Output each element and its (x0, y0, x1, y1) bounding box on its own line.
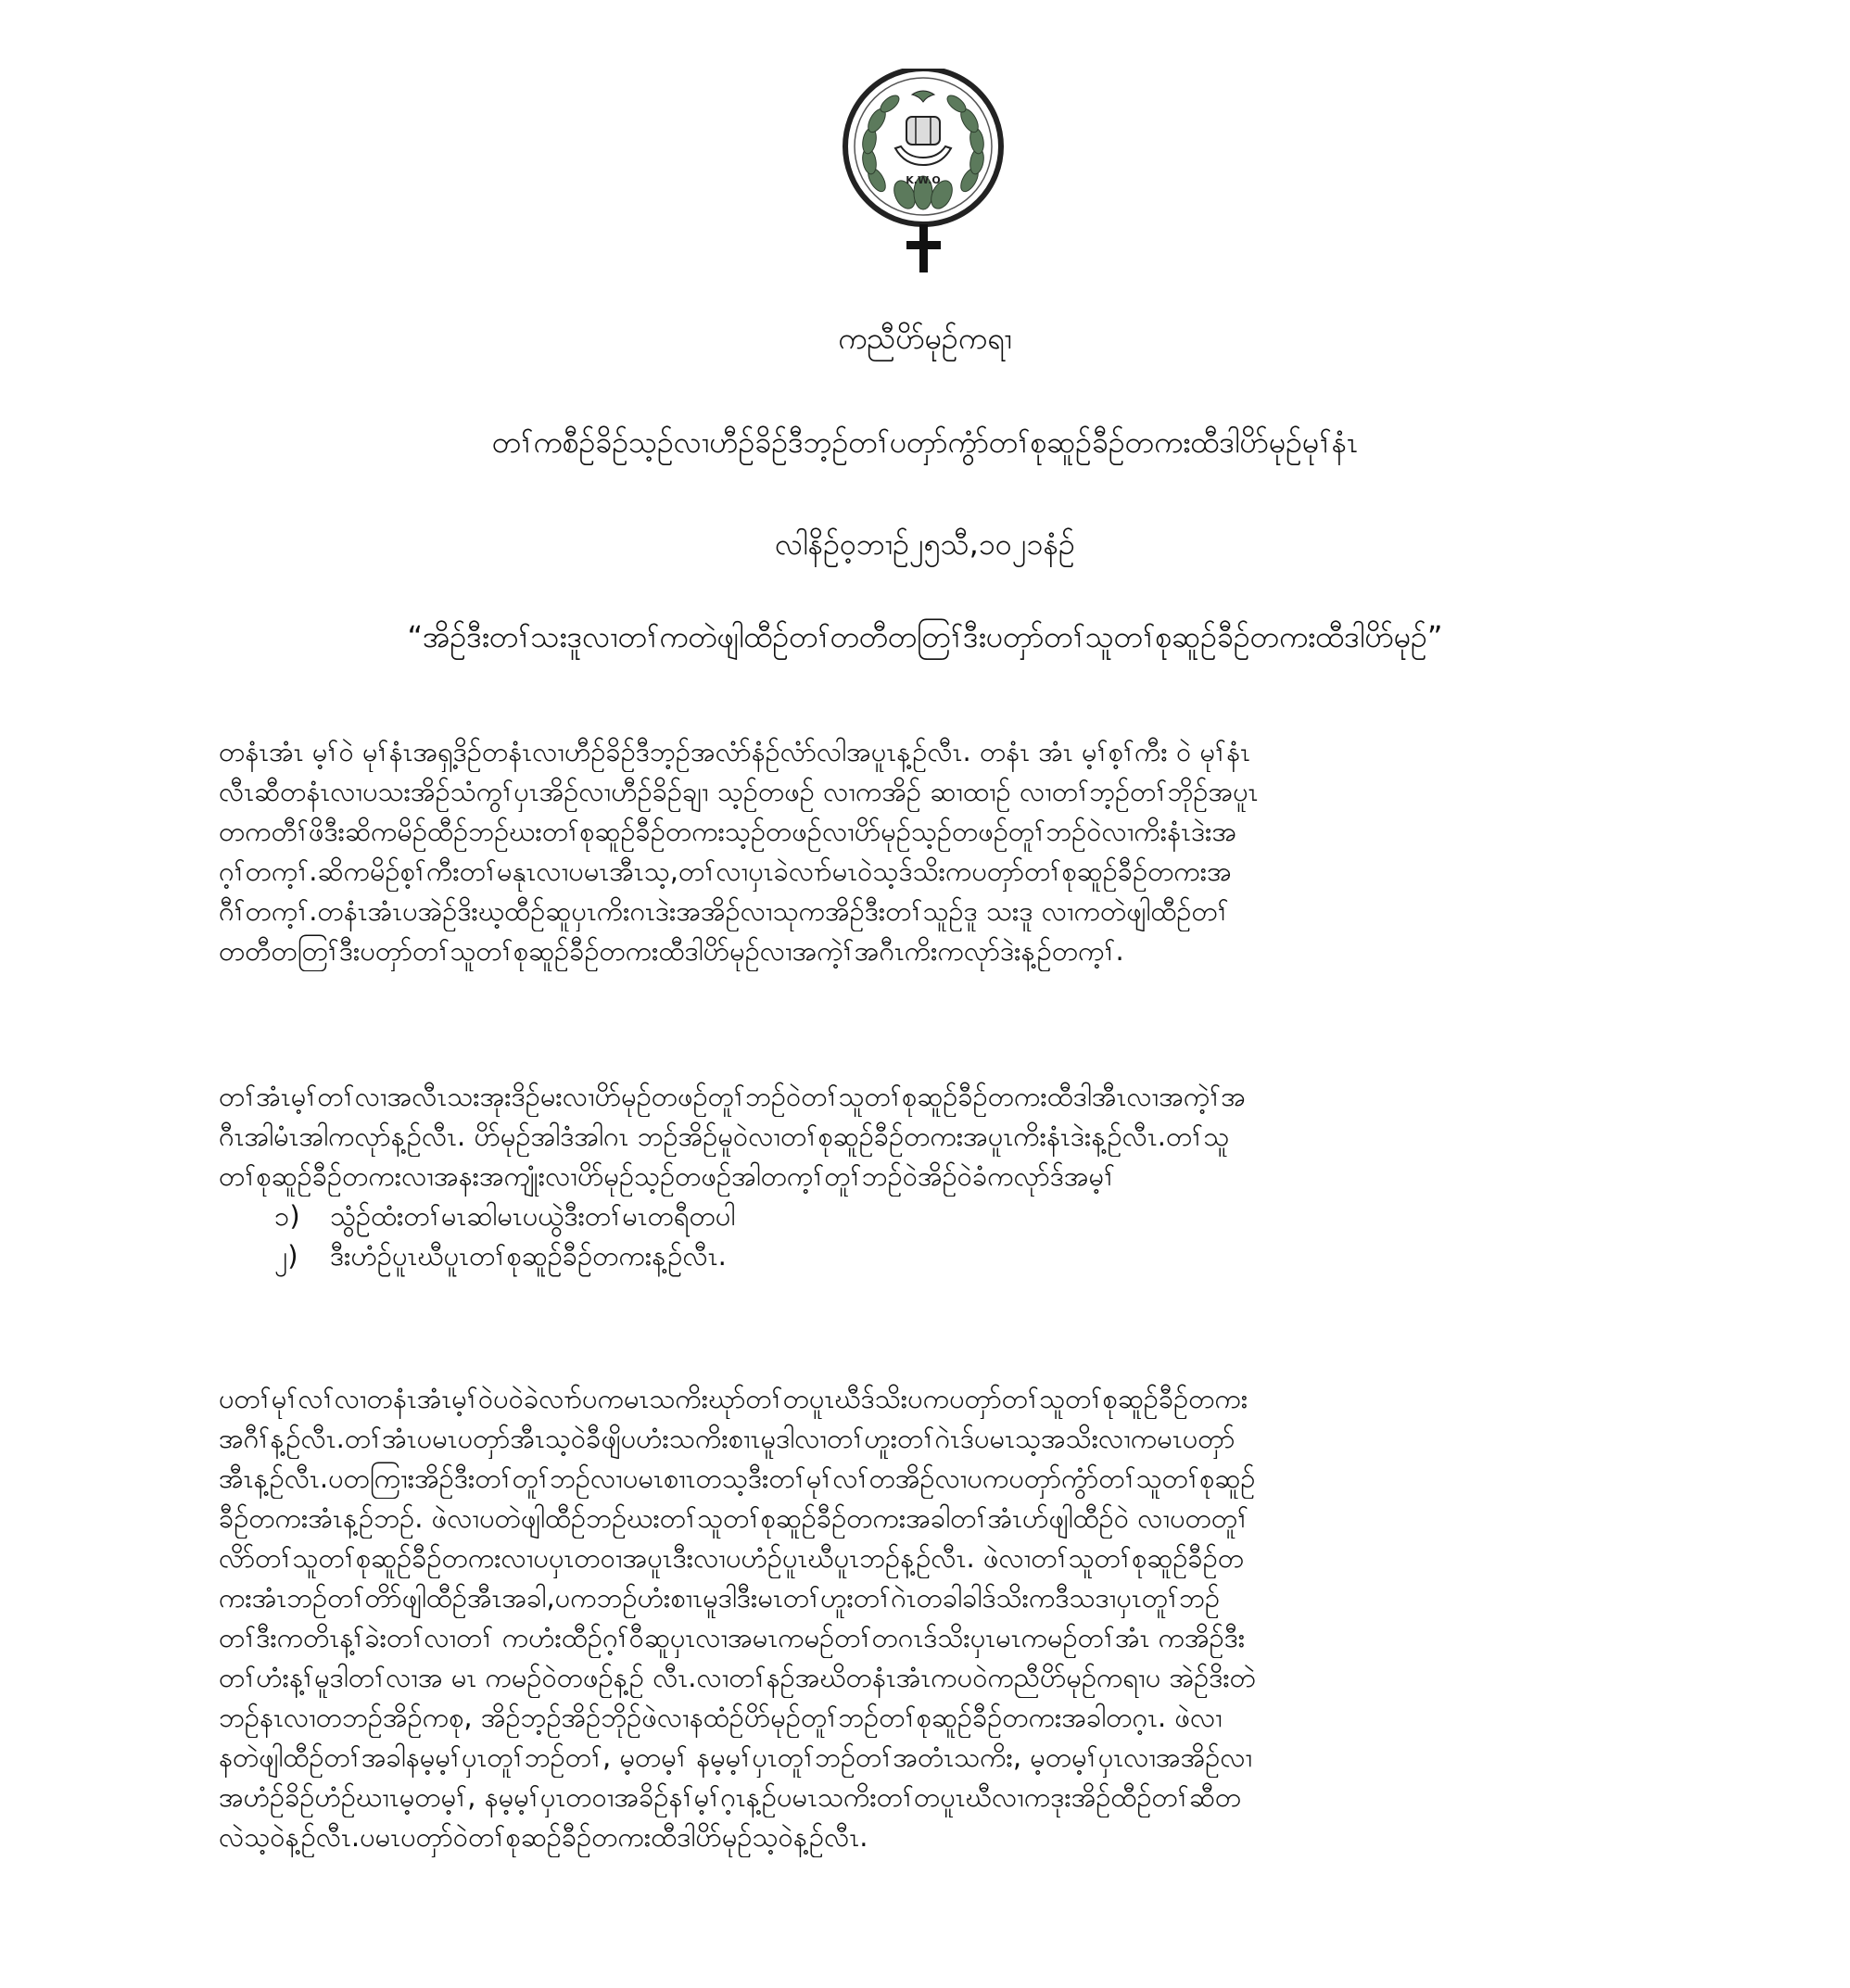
text-line: လဲသ့ဝဲန့ဉ်လီၤ.ပမၤပတှာ်ဝဲတၢ်စုဆဉ်ခီဉ်တကးထီဒါပိာ်မုဉ်သ့ဝဲန့ဉ်လီၤ. (219, 1821, 868, 1853)
theme-quote: “အိဉ်ဒီးတၢ်သးဒူလၢတၢ်ကတဲဖျါထီဉ်တၢ်တတီတတြၢ်ဒီးပတှာ်တၢ်သူတၢ်စုဆူဉ်ခီဉ်တကးထီဒါပိာ်မုဉ်” (407, 619, 1443, 654)
text-line: လီၤဆီတနံၤလၢပသးအိဉ်သံကွၢ်ပှၤအိဉ်လၢဟီဉ်ခိဉ်ချၢ သ့ဉ်တဖဉ် လၢကအိဉ် ဆၢထၢဉ် လၢတၢ်ဘ့ဉ်တၢ်ဘိုဉ်အပူၤ (219, 776, 1259, 807)
list-item (219, 1197, 1631, 1236)
text-line: အဂီၢ်န့ဉ်လီၤ.တၢ်အံၤပမၤပတှာ်အီၤသ့ဝဲခီဖျိပဟံးသကိးစၢၤမူဒါလၢတၢ်ဟူးတၢ်ဂဲၤဒ်ပမၤသ့အသိးလၢကမၤပတှာ် (219, 1423, 1235, 1454)
list-text: ဒီးဟံဉ်ပူၤဃီပူၤတၢ်စုဆူဉ်ခီဉ်တကးန့ဉ်လီၤ. (330, 1240, 727, 1272)
list-text: သွံဉ်ထံးတၢ်မၤဆါမၤပယွဲဒီးတၢ်မၤတရီတပါ (330, 1200, 736, 1232)
paragraph-1 (219, 732, 1631, 971)
text-line: ခီဉ်တကးအံၤန့ဉ်ဘဉ်. ဖဲလၢပတဲဖျါထီဉ်ဘဉ်ဃးတၢ်သူတၢ်စုဆူဉ်ခီဉ်တကးအခါတၢ်အံၤပာ်ဖျါထီဉ်ဝဲ လၢပတတူၢ် (219, 1502, 1249, 1534)
event-title: တၢ်ကစီဉ်ခိဉ်သ့ဉ်လၢဟီဉ်ခိဉ်ဒီဘ့ဉ်တၢ်ပတှာ်ကွံာ်တၢ်စုဆူဉ်ခီဉ်တကးထီဒါပိာ်မုဉ်မုၢ်နံၤ (491, 424, 1359, 460)
date-line: လါနိဉ်ဝ့ဘၢဉ်၂၅သီ,၁၀၂၁နံဉ် (775, 526, 1075, 562)
text-line: ဂီၤအါမံၤအါကလုာ်န့ဉ်လီၤ. ပိာ်မုဉ်အါဒံအါဂၤ ဘဉ်အိဉ်မူဝဲလၢတၢ်စုဆူဉ်ခီဉ်တကးအပူၤကိးနံၤဒဲးန့ဉ်လီၤ.တၢ်သူ (219, 1121, 1230, 1152)
kwo-emblem-icon (830, 69, 1020, 274)
text-line: ကးအံၤဘဉ်တၢ်တိာ်ဖျါထီဉ်အီၤအခါ,ပကဘဉ်ဟံးစၢၤမူဒါဒီးမၤတၢ်ဟူးတၢ်ဂဲၤတခါခါဒ်သိးကဒီသဒၢပှၤတူၢ်ဘဉ် (219, 1582, 1221, 1614)
text-line: နတဲဖျါထီဉ်တၢ်အခါနမ့မ့ၢ်ပှၤတူၢ်ဘဉ်တၢ်, မ့တမ့ၢ် နမ့မ့ၢ်ပှၤတူၢ်ဘဉ်တၢ်အတံၤသကိး, မ့တမ့ၢ်ပှၤလၢအအိဉ်လၢ (219, 1741, 1253, 1773)
svg-text:K.W.O: K.W.O (906, 174, 941, 186)
org-title: ကညီပိာ်မုဉ်ကရၢ (838, 321, 1012, 356)
text-line: တတီတတြၢ်ဒီးပတှာ်တၢ်သူတၢ်စုဆူဉ်ခီဉ်တကးထီဒါပိာ်မုဉ်လၢအကဲ့ၢ်အဂီၤကိးကလုာ်ဒဲးန့ဉ်တက့ၢ်. (219, 935, 1124, 967)
text-line: ဂီၢ်တက့ၢ်.တနံၤအံၤပအဲဉ်ဒိးဃ့ထီဉ်ဆူပှၤကိးဂၤဒဲးအအိဉ်လၢသုကအိဉ်ဒီးတၢ်သူဉ်ဒူ သးဒူ လၢကတဲဖျါထီဉ်တၢ် (219, 895, 1229, 927)
list-number: ၂) (274, 1240, 298, 1272)
text-line: ဂ့ၢ်တက့ၢ်.ဆိကမိဉ်စ့ၢ်ကီးတၢ်မနုၤလၢပမၤအီၤသ့,တၢ်လၢပှၤခဲလၢာ်မၤဝဲသ့ဒ်သိးကပတှာ်တၢ်စုဆူဉ်ခီဉ်တကးအ (219, 855, 1232, 887)
text-line: တၢ်ဟံးန့ၢ်မူဒါတၢ်လၢအ မၤ ကမဉ်ဝဲတဖဉ်န့ဉ် လီၤ.လၢတၢ်နဉ်အဃိတနံၤအံၤကပဝဲကညီပိာ်မုဉ်ကရၢပ အဲဉ်ဒိးတဲ (219, 1662, 1256, 1693)
text-line: ဘဉ်နၤလၢတဘဉ်အိဉ်ကစု, အိဉ်ဘ့ဉ်အိဉ်ဘိုဉ်ဖဲလၢနထံဉ်ပိာ်မုဉ်တူၢ်ဘဉ်တၢ်စုဆူဉ်ခီဉ်တကးအခါတဂ့ၤ. ဖဲလၢ (219, 1702, 1223, 1733)
text-line: တၢ်ဒီးကတိၤန့ၢ်ခဲးတၢ်လၢတၢ် ကဟံးထီဉ်ဂ့ၢ်ဝီဆူပှၤလၢအမၤကမဉ်တၢ်တဂၤဒ်သိးပှၤမၤကမဉ်တၢ်အံၤ ကအိဉ်ဒီး (219, 1622, 1246, 1653)
text-line: လိာ်တၢ်သူတၢ်စုဆူဉ်ခီဉ်တကးလၢပပှၤတဝၢအပူၤဒီးလၢပဟံဉ်ပူၤဃီပူၤဘဉ်န့ဉ်လီၤ. ဖဲလၢတၢ်သူတၢ်စုဆူဉ်ခီဉ်တ (219, 1542, 1245, 1574)
text-line: အဟံဉ်ခိဉ်ဟံဉ်ဃၢၤမ့တမ့ၢ်, နမ့မ့ၢ်ပှၤတဝၢအခိဉ်နၢ်မ့ၢ်ဂ့ၤန့ဉ်ပမၤသကိးတၢ်တပူၤဃီလၢကဒုးအိဉ်ထီဉ်တၢ်ဆီတ (219, 1781, 1242, 1813)
text-line: တကတီၢ်ဖိဒီးဆိကမိဉ်ထီဉ်ဘဉ်ဃးတၢ်စုဆူဉ်ခီဉ်တကးသ့ဉ်တဖဉ်လၢပိာ်မုဉ်သ့ဉ်တဖဉ်တူၢ်ဘဉ်ဝဲလၢကိးနံၤဒဲးအ (219, 816, 1237, 847)
text-line: အီၤန့ဉ်လီၤ.ပတကြၢးအိဉ်ဒီးတၢ်တူၢ်ဘဉ်လၢပမၤစၢၤတသ့ဒီးတၢ်မုၢ်လၢ်တအိဉ်လၢပကပတှာ်ကွံာ်တၢ်သူတၢ်စုဆူဉ် (219, 1463, 1256, 1494)
paragraph-3 (219, 1379, 1631, 1857)
text-line: တနံၤအံၤ မ့ၢ်ဝဲ မုၢ်နံၤအရှ့ဒိဉ်တနံၤလၢဟီဉ်ခိဉ်ဒီဘ့ဉ်အလံာ်နံဉ်လံာ်လါအပူၤန့ဉ်လီၤ. တနံၤ အံၤ မ့ၢ်စ့ၢ်ကီး ဝဲ မုၢ်နံၤ (219, 736, 1250, 767)
paragraph-2 (219, 1077, 1631, 1276)
text-line: တၢ်အံၤမ့ၢ်တၢ်လၢအလီၤသးအုးဒိဉ်မးလၢပိာ်မုဉ်တဖဉ်တူၢ်ဘဉ်ဝဲတၢ်သူတၢ်စုဆူဉ်ခီဉ်တကးထီဒါအီၤလၢအကဲ့ၢ်အ (219, 1081, 1246, 1112)
list-item (219, 1236, 1631, 1276)
text-line: တၢ်စုဆူဉ်ခီဉ်တကးလၢအနးအကျုံးလၢပိာ်မုဉ်သ့ဉ်တဖဉ်အါတက့ၢ်တူၢ်ဘဉ်ဝဲအိဉ်ဝဲခံကလုာ်ဒ်အမ့ၢ် (219, 1160, 1116, 1192)
text-line: ပတၢ်မုၢ်လၢ်လၢတနံၤအံၤမ့ၢ်ဝဲပဝဲခဲလၢာ်ပကမၤသကိးဃုာ်တၢ်တပူၤဃီဒ်သိးပကပတှာ်တၢ်သူတၢ်စုဆူဉ်ခီဉ်တကး (219, 1383, 1248, 1414)
list-number: ၁) (274, 1200, 300, 1232)
